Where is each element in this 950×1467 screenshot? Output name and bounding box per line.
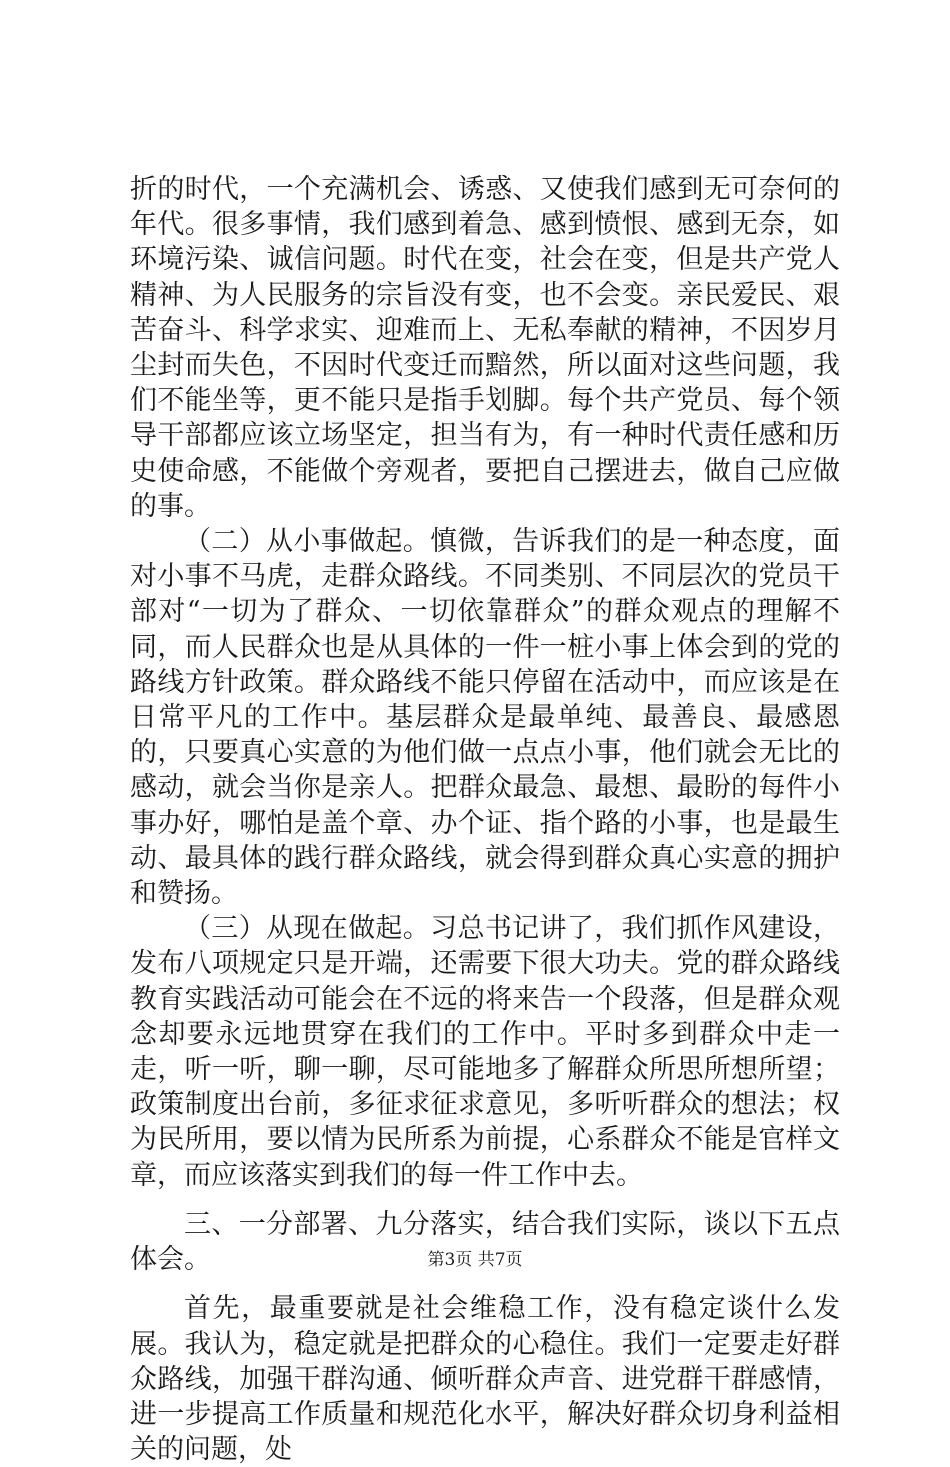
paragraph-continuation: 折的时代，一个充满机会、诱惑、又使我们感到无可奈何的年代。很多事情，我们感到着急、感到愤恨、感到无奈，如环境污染、诚信问题。时代在变，社会在变，但是共产党人精神、为人民服务的宗旨没有变，也不会变。亲民爱民、艰苦奋斗、科学求实、迎难而上、无私奉献的精神，不因岁月尘封而失色，不因时代变迁而黯然，所以面对这些问题，我们不能坐等，更不能只是指手划脚。每个共产党员、每个领导干部都应该立场坚定，担当有为，有一种时代责任感和历史使命感，不能做个旁观者，要把自己摆进去，做自己应做的事。 bbox=[130, 174, 840, 522]
paragraph-heading-three: 三、一分部署、九分落实，结合我们实际，谈以下五点体会。 bbox=[130, 1208, 840, 1276]
document-body bbox=[130, 172, 840, 1467]
paragraph-section-two: （二）从小事做起。慎微，告诉我们的是一种态度，面对小事不马虎，走群众路线。不同类别、不同层次的党员干部对“一切为了群众、一切依靠群众”的群众观点的理解不同，而人民群众也是从具体的一件一桩小事上体会到的党的路线方针政策。群众路线不能只停留在活动中，而应该是在日常平凡的工作中。基层群众是最单纯、最善良、最感恩的，只要真心实意的为他们做一点点小事，他们就会无比的感动，就会当你是亲人。把群众最急、最想、最盼的每件小事办好，哪怕是盖个章、办个证、指个路的小事，也是最生动、最具体的践行群众路线，就会得到群众真心实意的拥护和赞扬。 bbox=[130, 526, 840, 910]
paragraph-first-point: 首先，最重要就是社会维稳工作，没有稳定谈什么发展。我认为，稳定就是把群众的心稳住。我们一定要走好群众路线，加强干群沟通、倾听群众声音、进党群干群感情，进一步提高工作质量和规范化水平，解决好群众切身利益相关的问题，处 bbox=[130, 1293, 840, 1466]
paragraph-section-three: （三）从现在做起。习总书记讲了，我们抓作风建设，发布八项规定只是开端，还需要下很大功夫。党的群众路线教育实践活动可能会在不远的将来告一个段落，但是群众观念却要永远地贯穿在我们的工作中。平时多到群众中走一走，听一听，聊一聊，尽可能地多了解群众所思所想所望；政策制度出台前，多征求征求意见，多听听群众的想法；权为民所用，要以情为民所系为前提，心系群众不能是官样文章，而应该落实到我们的每一件工作中去。 bbox=[130, 913, 840, 1191]
page-footer: 第3页 共7页 bbox=[427, 1250, 523, 1270]
